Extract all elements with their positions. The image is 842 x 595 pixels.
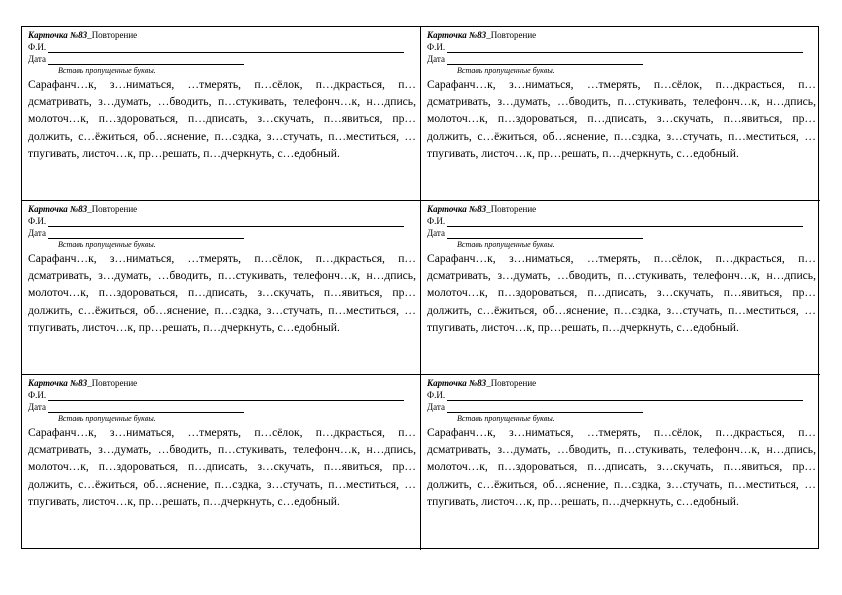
card-number: Карточка №83	[427, 30, 487, 40]
card-title	[28, 378, 416, 389]
date-line[interactable]	[48, 229, 244, 239]
exercise-text: Сарафанч…к, з…ниматься, …тмерять, п…сёлок, п…дкрасться, п…дсматривать, з…думать, …бводить, п…стукивать, телефонч…к, н…дпись, молоточ…к, п…здороваться, п…дписать, з…скучать, п…явиться, пр…должить, с…ёжиться, об…яснение, п…сздка, з…стучать, п…меститься, …тпугивать, листоч…к, пр…решать, п…дчеркнуть, с…едобный.	[427, 78, 816, 160]
date-label: Дата	[28, 54, 46, 64]
card-3	[22, 201, 421, 375]
card-5	[22, 375, 421, 550]
exercise-text: Сарафанч…к, з…ниматься, …тмерять, п…сёлок, п…дкрасться, п…дсматривать, з…думать, …бводить, п…стукивать, телефонч…к, н…дпись, молоточ…к, п…здороваться, п…дписать, з…скучать, п…явиться, пр…должить, с…ёжиться, об…яснение, п…сздка, з…стучать, п…меститься, …тпугивать, листоч…к, пр…решать, п…дчеркнуть, с…едобный.	[427, 426, 816, 508]
instruction: Вставь пропущенные буквы.	[457, 66, 555, 75]
fio-line[interactable]	[48, 391, 404, 401]
date-field	[28, 227, 416, 239]
fio-line[interactable]	[447, 217, 803, 227]
fio-field	[427, 41, 816, 53]
card-topic: _Повторение	[486, 378, 537, 388]
fio-label: Ф.И.	[427, 216, 446, 226]
fio-field	[28, 389, 416, 401]
card-6	[421, 375, 820, 550]
date-field	[28, 401, 416, 413]
date-line[interactable]	[48, 403, 244, 413]
cards-sheet	[21, 26, 819, 549]
card-title	[427, 30, 816, 41]
fio-field	[28, 41, 416, 53]
fio-field	[427, 389, 816, 401]
card-topic: _Повторение	[486, 30, 537, 40]
fio-line[interactable]	[48, 217, 404, 227]
instruction: Вставь пропущенные буквы.	[58, 414, 156, 423]
card-number: Карточка №83	[427, 204, 487, 214]
date-line[interactable]	[447, 403, 643, 413]
card-title	[427, 378, 816, 389]
card-topic: _Повторение	[486, 204, 537, 214]
card-title	[28, 204, 416, 215]
date-field	[28, 53, 416, 65]
fio-line[interactable]	[447, 43, 803, 53]
card-1	[22, 27, 421, 201]
fio-line[interactable]	[447, 391, 803, 401]
fio-label: Ф.И.	[28, 42, 47, 52]
fio-label: Ф.И.	[427, 42, 446, 52]
date-line[interactable]	[48, 55, 244, 65]
instruction: Вставь пропущенные буквы.	[58, 66, 156, 75]
exercise-text: Сарафанч…к, з…ниматься, …тмерять, п…сёлок, п…дкрасться, п…дсматривать, з…думать, …бводить, п…стукивать, телефонч…к, н…дпись, молоточ…к, п…здороваться, п…дписать, з…скучать, п…явиться, пр…должить, с…ёжиться, об…яснение, п…сздка, з…стучать, п…меститься, …тпугивать, листоч…к, пр…решать, п…дчеркнуть, с…едобный.	[28, 78, 416, 160]
date-label: Дата	[28, 228, 46, 238]
instruction: Вставь пропущенные буквы.	[457, 240, 555, 249]
card-number: Карточка №83	[28, 204, 88, 214]
fio-label: Ф.И.	[28, 216, 47, 226]
date-field	[427, 227, 816, 239]
date-label: Дата	[427, 402, 445, 412]
date-field	[427, 401, 816, 413]
date-label: Дата	[427, 228, 445, 238]
card-topic: _Повторение	[87, 30, 138, 40]
card-number: Карточка №83	[28, 378, 88, 388]
instruction: Вставь пропущенные буквы.	[457, 414, 555, 423]
fio-label: Ф.И.	[427, 390, 446, 400]
card-title	[427, 204, 816, 215]
date-field	[427, 53, 816, 65]
card-title	[28, 30, 416, 41]
card-number: Карточка №83	[28, 30, 88, 40]
card-topic: _Повторение	[87, 204, 138, 214]
date-line[interactable]	[447, 229, 643, 239]
date-label: Дата	[28, 402, 46, 412]
date-label: Дата	[427, 54, 445, 64]
exercise-text: Сарафанч…к, з…ниматься, …тмерять, п…сёлок, п…дкрасться, п…дсматривать, з…думать, …бводить, п…стукивать, телефонч…к, н…дпись, молоточ…к, п…здороваться, п…дписать, з…скучать, п…явиться, пр…должить, с…ёжиться, об…яснение, п…сздка, з…стучать, п…меститься, …тпугивать, листоч…к, пр…решать, п…дчеркнуть, с…едобный.	[28, 426, 416, 508]
fio-field	[427, 215, 816, 227]
exercise-text: Сарафанч…к, з…ниматься, …тмерять, п…сёлок, п…дкрасться, п…дсматривать, з…думать, …бводить, п…стукивать, телефонч…к, н…дпись, молоточ…к, п…здороваться, п…дписать, з…скучать, п…явиться, пр…должить, с…ёжиться, об…яснение, п…сздка, з…стучать, п…меститься, …тпугивать, листоч…к, пр…решать, п…дчеркнуть, с…едобный.	[28, 252, 416, 334]
fio-field	[28, 215, 416, 227]
fio-line[interactable]	[48, 43, 404, 53]
card-4	[421, 201, 820, 375]
card-2	[421, 27, 820, 201]
card-number: Карточка №83	[427, 378, 487, 388]
exercise-text: Сарафанч…к, з…ниматься, …тмерять, п…сёлок, п…дкрасться, п…дсматривать, з…думать, …бводить, п…стукивать, телефонч…к, н…дпись, молоточ…к, п…здороваться, п…дписать, з…скучать, п…явиться, пр…должить, с…ёжиться, об…яснение, п…сздка, з…стучать, п…меститься, …тпугивать, листоч…к, пр…решать, п…дчеркнуть, с…едобный.	[427, 252, 816, 334]
date-line[interactable]	[447, 55, 643, 65]
instruction: Вставь пропущенные буквы.	[58, 240, 156, 249]
card-topic: _Повторение	[87, 378, 138, 388]
fio-label: Ф.И.	[28, 390, 47, 400]
